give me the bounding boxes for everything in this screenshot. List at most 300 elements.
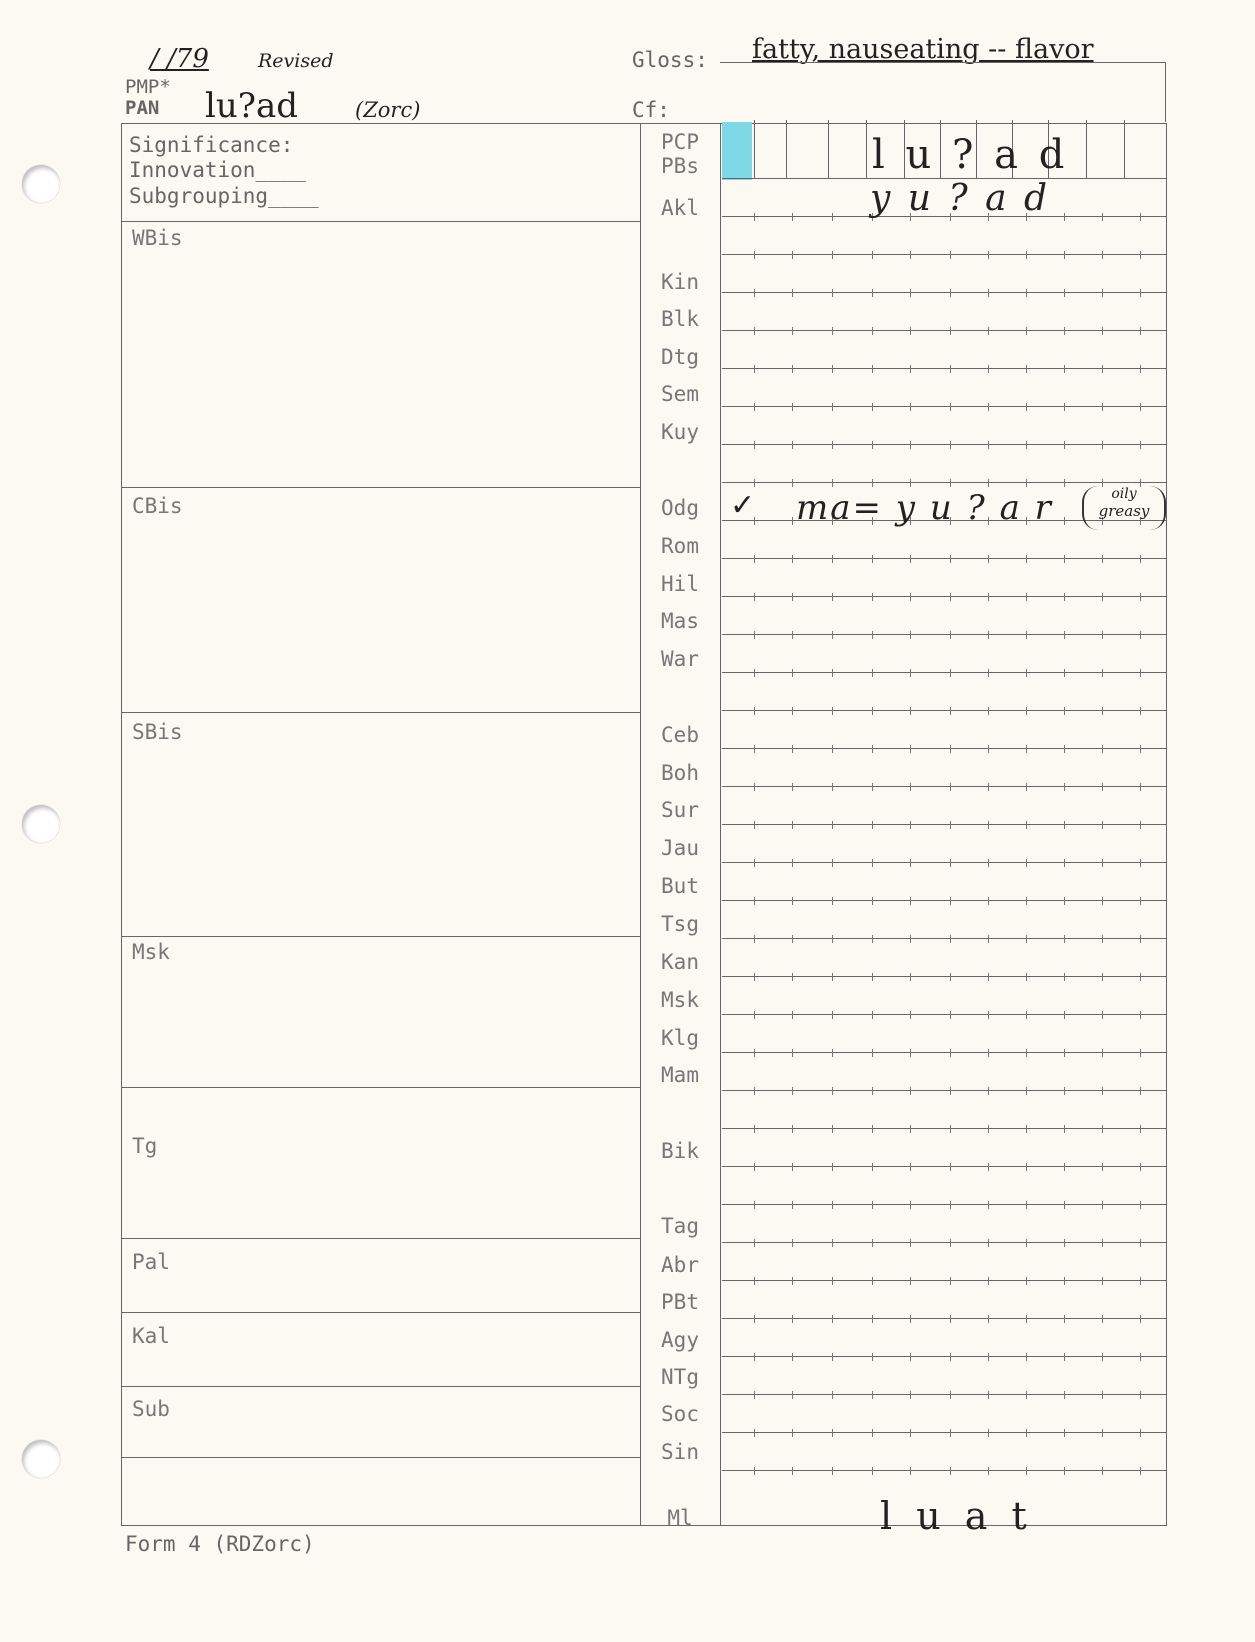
entry-row-line <box>722 710 1166 711</box>
row-tick <box>872 707 873 715</box>
row-tick <box>950 1087 951 1095</box>
pan-label: PAN <box>125 97 160 119</box>
row-tick <box>872 1201 873 1209</box>
row-tick <box>988 1239 989 1247</box>
row-tick <box>872 251 873 259</box>
section-divider <box>121 1457 640 1458</box>
row-tick <box>1064 1049 1065 1057</box>
row-tick <box>1140 897 1141 905</box>
entry-row-line <box>722 1470 1166 1471</box>
row-tick <box>832 441 833 449</box>
lang-ceb: Ceb <box>661 723 699 747</box>
row-tick <box>1102 783 1103 791</box>
row-tick <box>1026 631 1027 639</box>
gloss-underline <box>720 62 1165 63</box>
row-tick <box>792 745 793 753</box>
row-tick <box>910 783 911 791</box>
row-tick <box>950 935 951 943</box>
row-tick <box>910 327 911 335</box>
row-tick <box>1140 327 1141 335</box>
row-tick <box>792 783 793 791</box>
row-tick <box>1026 745 1027 753</box>
row-tick <box>832 821 833 829</box>
row-tick <box>950 441 951 449</box>
row-tick <box>792 593 793 601</box>
row-tick <box>832 897 833 905</box>
row-tick <box>1026 1315 1027 1323</box>
lang-jau: Jau <box>661 836 699 860</box>
section-divider <box>121 1087 640 1088</box>
row-tick <box>754 859 755 867</box>
significance-title: Significance: <box>129 133 294 157</box>
row-tick <box>950 403 951 411</box>
row-tick <box>832 213 833 221</box>
row-tick <box>792 669 793 677</box>
row-tick <box>754 935 755 943</box>
row-tick <box>988 631 989 639</box>
row-tick <box>910 745 911 753</box>
row-tick <box>950 1049 951 1057</box>
row-tick <box>1064 479 1065 487</box>
entry-row-line <box>722 938 1166 939</box>
row-tick <box>1140 593 1141 601</box>
row-tick <box>792 1353 793 1361</box>
row-tick <box>1026 1391 1027 1399</box>
row-tick <box>988 441 989 449</box>
entry-row-line <box>722 1014 1166 1015</box>
row-tick <box>1102 441 1103 449</box>
row-tick <box>950 593 951 601</box>
entry-row-line <box>722 330 1166 331</box>
entry-row-line <box>722 672 1166 673</box>
row-tick <box>1102 1201 1103 1209</box>
row-tick <box>792 1467 793 1475</box>
row-tick <box>1102 973 1103 981</box>
row-tick <box>792 441 793 449</box>
row-tick <box>754 973 755 981</box>
row-tick <box>754 669 755 677</box>
row-tick <box>988 859 989 867</box>
row-tick <box>872 1429 873 1437</box>
lang-soc: Soc <box>661 1402 699 1426</box>
row-tick <box>754 251 755 259</box>
row-tick <box>1026 593 1027 601</box>
section-tg: Tg <box>132 1134 158 1158</box>
lang-war: War <box>661 647 699 671</box>
lang-sur: Sur <box>661 798 699 822</box>
entry-row-line <box>722 292 1166 293</box>
row-tick <box>792 897 793 905</box>
row-tick <box>792 1049 793 1057</box>
row-tick <box>1064 1125 1065 1133</box>
row-tick <box>1026 1277 1027 1285</box>
row-tick <box>792 289 793 297</box>
row-tick <box>1026 555 1027 563</box>
row-tick <box>754 289 755 297</box>
section-kal: Kal <box>132 1324 170 1348</box>
row-tick <box>950 707 951 715</box>
row-tick <box>832 1201 833 1209</box>
row-tick <box>910 973 911 981</box>
gloss-right-line <box>1165 62 1166 122</box>
row-tick <box>792 631 793 639</box>
row-tick <box>872 821 873 829</box>
row-tick <box>1064 327 1065 335</box>
row-tick <box>792 1315 793 1323</box>
lang-agy: Agy <box>661 1328 699 1352</box>
row-tick <box>1102 1353 1103 1361</box>
row-tick <box>1064 289 1065 297</box>
row-tick <box>988 289 989 297</box>
row-tick <box>1026 479 1027 487</box>
section-divider <box>121 712 640 713</box>
row-tick <box>950 1467 951 1475</box>
row-tick <box>910 1429 911 1437</box>
row-tick <box>1064 897 1065 905</box>
entry-row-line <box>722 976 1166 977</box>
row-tick <box>988 327 989 335</box>
entry-akl: y u ? a d <box>870 178 1051 219</box>
row-tick <box>754 1087 755 1095</box>
row-tick <box>1064 707 1065 715</box>
row-tick <box>1026 669 1027 677</box>
row-tick <box>1064 1201 1065 1209</box>
row-tick <box>792 1239 793 1247</box>
row-tick <box>988 1353 989 1361</box>
row-tick <box>1140 783 1141 791</box>
row-tick <box>754 1011 755 1019</box>
row-tick <box>1102 1049 1103 1057</box>
entry-row-line <box>722 786 1166 787</box>
row-tick <box>872 1087 873 1095</box>
row-tick <box>832 1011 833 1019</box>
row-tick <box>792 517 793 525</box>
section-sub: Sub <box>132 1397 170 1421</box>
row-tick <box>754 821 755 829</box>
row-tick <box>872 441 873 449</box>
row-tick <box>1102 289 1103 297</box>
row-tick <box>988 1163 989 1171</box>
date: / /79 <box>150 44 209 74</box>
row-tick <box>910 593 911 601</box>
row-tick <box>754 213 755 221</box>
row-tick <box>910 1125 911 1133</box>
row-tick <box>832 669 833 677</box>
row-tick <box>1140 251 1141 259</box>
row-tick <box>754 441 755 449</box>
row-tick <box>1140 1391 1141 1399</box>
row-tick <box>1140 973 1141 981</box>
row-tick <box>1102 213 1103 221</box>
entry-row-line <box>722 444 1166 445</box>
section-divider <box>121 1312 640 1313</box>
pcp-highlight-cell <box>722 122 752 180</box>
entry-row-line <box>722 748 1166 749</box>
row-tick <box>950 1277 951 1285</box>
row-tick <box>910 707 911 715</box>
row-tick <box>832 745 833 753</box>
row-tick <box>910 1049 911 1057</box>
row-tick <box>1026 1429 1027 1437</box>
lang-sem: Sem <box>661 382 699 406</box>
row-tick <box>950 251 951 259</box>
row-tick <box>1026 289 1027 297</box>
row-tick <box>950 783 951 791</box>
row-tick <box>832 593 833 601</box>
row-tick <box>950 859 951 867</box>
row-tick <box>754 1429 755 1437</box>
row-tick <box>1140 1163 1141 1171</box>
row-tick <box>872 479 873 487</box>
section-divider <box>121 936 640 937</box>
row-tick <box>988 1315 989 1323</box>
row-tick <box>950 669 951 677</box>
row-tick <box>872 1049 873 1057</box>
row-tick <box>792 973 793 981</box>
row-tick <box>1102 1467 1103 1475</box>
row-tick <box>988 479 989 487</box>
entry-row-line <box>722 368 1166 369</box>
row-tick <box>1140 555 1141 563</box>
row-tick <box>832 479 833 487</box>
row-tick <box>754 1353 755 1361</box>
row-tick <box>872 1467 873 1475</box>
row-tick <box>832 365 833 373</box>
row-tick <box>910 1315 911 1323</box>
row-tick <box>910 289 911 297</box>
row-tick <box>1064 1353 1065 1361</box>
pcp-cell-divider <box>1124 120 1125 178</box>
lang-abr: Abr <box>661 1253 699 1277</box>
entry-odg-note <box>1082 486 1166 530</box>
row-tick <box>910 1201 911 1209</box>
row-tick <box>832 1087 833 1095</box>
revised-note: Revised <box>258 50 334 72</box>
section-divider <box>121 1238 640 1239</box>
pcp-cell-divider <box>754 120 755 178</box>
row-tick <box>1064 1163 1065 1171</box>
row-tick <box>792 1125 793 1133</box>
lang-kin: Kin <box>661 270 699 294</box>
entry-row-line <box>722 1432 1166 1433</box>
entry-row-line <box>722 824 1166 825</box>
row-tick <box>792 1201 793 1209</box>
entry-odg: ma= y u ? a r <box>796 488 1053 528</box>
entry-row-line <box>722 558 1166 559</box>
entry-row-line <box>722 634 1166 635</box>
row-tick <box>910 859 911 867</box>
row-tick <box>1102 1163 1103 1171</box>
row-tick <box>1064 1429 1065 1437</box>
row-tick <box>1140 213 1141 221</box>
subgrouping-label: Subgrouping____ <box>129 184 319 208</box>
section-divider <box>121 1386 640 1387</box>
row-tick <box>754 365 755 373</box>
entry-row-line <box>722 1318 1166 1319</box>
row-tick <box>1102 593 1103 601</box>
row-tick <box>988 783 989 791</box>
row-tick <box>792 1391 793 1399</box>
row-tick <box>754 745 755 753</box>
entry-row-line <box>722 1128 1166 1129</box>
row-tick <box>950 1315 951 1323</box>
row-tick <box>1026 1011 1027 1019</box>
pcp-cell-divider <box>828 120 829 178</box>
source: (Zorc) <box>355 98 421 122</box>
row-tick <box>1102 897 1103 905</box>
row-tick <box>792 1163 793 1171</box>
row-tick <box>1026 821 1027 829</box>
row-tick <box>1102 745 1103 753</box>
row-tick <box>792 821 793 829</box>
row-tick <box>1026 251 1027 259</box>
section-pal: Pal <box>132 1250 170 1274</box>
row-tick <box>832 1353 833 1361</box>
row-tick <box>754 631 755 639</box>
row-tick <box>1102 327 1103 335</box>
row-tick <box>792 1087 793 1095</box>
row-tick <box>910 1391 911 1399</box>
row-tick <box>1064 1011 1065 1019</box>
punch-hole-bottom <box>22 1440 60 1478</box>
row-tick <box>1064 669 1065 677</box>
row-tick <box>950 1239 951 1247</box>
lang-pbt: PBt <box>661 1290 699 1314</box>
row-tick <box>792 1429 793 1437</box>
row-tick <box>910 935 911 943</box>
row-tick <box>988 555 989 563</box>
row-tick <box>950 555 951 563</box>
row-tick <box>832 1277 833 1285</box>
row-tick <box>1140 1353 1141 1361</box>
row-tick <box>832 935 833 943</box>
section-cbis: CBis <box>132 494 183 518</box>
entry-row-line <box>722 406 1166 407</box>
row-tick <box>1026 1353 1027 1361</box>
row-tick <box>1102 1315 1103 1323</box>
row-tick <box>832 289 833 297</box>
entry-row-line <box>722 1242 1166 1243</box>
row-tick <box>832 1467 833 1475</box>
entry-row-line <box>722 1166 1166 1167</box>
row-tick <box>832 555 833 563</box>
row-tick <box>1140 1467 1141 1475</box>
row-tick <box>792 365 793 373</box>
row-tick <box>1026 1467 1027 1475</box>
section-divider <box>121 487 640 488</box>
lang-rom: Rom <box>661 534 699 558</box>
row-tick <box>792 251 793 259</box>
lang-dtg: Dtg <box>661 345 699 369</box>
row-tick <box>910 365 911 373</box>
row-tick <box>910 1467 911 1475</box>
lang-column-divider <box>720 123 721 1525</box>
row-tick <box>950 479 951 487</box>
row-tick <box>872 403 873 411</box>
row-tick <box>988 403 989 411</box>
row-tick <box>1102 669 1103 677</box>
row-tick <box>988 935 989 943</box>
lang-ml: Ml <box>667 1506 693 1530</box>
entry-pcp: l u ? a d <box>872 132 1069 178</box>
row-tick <box>910 821 911 829</box>
row-tick <box>832 973 833 981</box>
row-tick <box>1140 403 1141 411</box>
row-tick <box>1140 1201 1141 1209</box>
row-tick <box>910 669 911 677</box>
lang-odg: Odg <box>661 496 699 520</box>
row-tick <box>1026 327 1027 335</box>
row-tick <box>1064 859 1065 867</box>
row-tick <box>1140 935 1141 943</box>
lang-boh: Boh <box>661 761 699 785</box>
pcp-cell-divider <box>786 120 787 178</box>
row-tick <box>1102 1429 1103 1437</box>
row-tick <box>832 1049 833 1057</box>
row-tick <box>754 479 755 487</box>
row-tick <box>988 707 989 715</box>
row-tick <box>1102 707 1103 715</box>
pcp-cell-divider <box>866 120 867 178</box>
row-tick <box>1064 1087 1065 1095</box>
row-tick <box>1140 1429 1141 1437</box>
entry-row-line <box>722 254 1166 255</box>
row-tick <box>872 1353 873 1361</box>
row-tick <box>1140 441 1141 449</box>
lang-mas: Mas <box>661 609 699 633</box>
row-tick <box>1140 821 1141 829</box>
row-tick <box>832 1429 833 1437</box>
row-tick <box>792 555 793 563</box>
row-tick <box>1064 1315 1065 1323</box>
row-tick <box>872 365 873 373</box>
row-tick <box>832 859 833 867</box>
row-tick <box>872 1391 873 1399</box>
row-tick <box>1064 1239 1065 1247</box>
row-tick <box>1140 1125 1141 1133</box>
row-tick <box>872 631 873 639</box>
row-tick <box>1064 555 1065 563</box>
row-tick <box>1026 1201 1027 1209</box>
punch-hole-middle <box>22 805 60 843</box>
lang-hil: Hil <box>661 572 699 596</box>
row-tick <box>950 745 951 753</box>
row-tick <box>872 897 873 905</box>
row-tick <box>754 1125 755 1133</box>
punch-hole-top <box>22 165 60 203</box>
row-tick <box>1140 669 1141 677</box>
row-tick <box>1064 441 1065 449</box>
row-tick <box>1140 859 1141 867</box>
row-tick <box>1026 783 1027 791</box>
row-tick <box>1102 1239 1103 1247</box>
row-tick <box>950 821 951 829</box>
row-tick <box>872 1011 873 1019</box>
row-tick <box>950 897 951 905</box>
row-tick <box>872 593 873 601</box>
row-tick <box>950 1011 951 1019</box>
entry-row-line <box>722 1280 1166 1281</box>
lang-tsg: Tsg <box>661 912 699 936</box>
row-tick <box>1140 631 1141 639</box>
row-tick <box>792 403 793 411</box>
row-tick <box>832 783 833 791</box>
row-tick <box>872 1239 873 1247</box>
lang-msk: Msk <box>661 988 699 1012</box>
row-tick <box>1064 973 1065 981</box>
row-tick <box>1026 935 1027 943</box>
row-tick <box>1064 365 1065 373</box>
